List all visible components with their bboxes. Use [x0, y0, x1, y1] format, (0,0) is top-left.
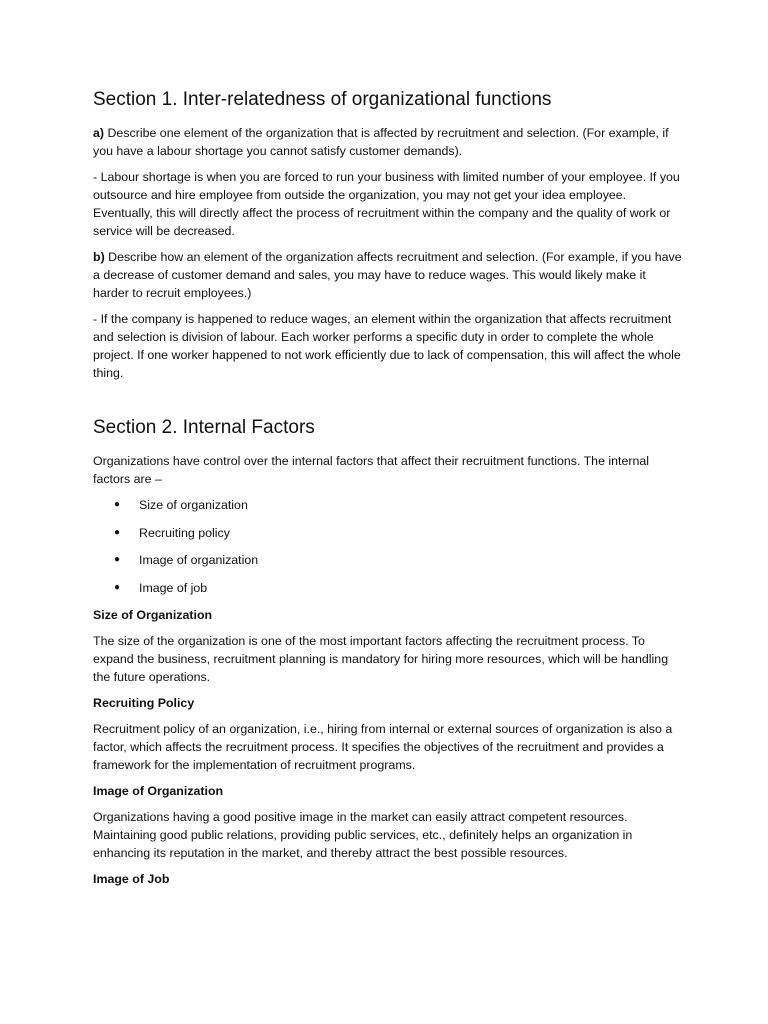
list-item: [93, 496, 683, 514]
size-of-organization-text: The size of the organization is one of the most important factors affecting the recruitment process. To expand the business, recruitment planning is mandatory for hiring more resources, which will be handling the future operations.: [93, 634, 669, 684]
list-item-label: Image of job: [139, 580, 208, 595]
section-2-intro: Organizations have control over the internal factors that affect their recruitment functions. The internal factors are –: [93, 454, 650, 486]
bullet-icon: ●: [114, 581, 121, 593]
internal-factors-list: [93, 496, 683, 597]
image-of-job-heading: Image of Job: [93, 872, 170, 886]
question-b-label: b): [93, 250, 105, 264]
section-2-title: Section 2. Internal Factors: [93, 417, 315, 438]
recruiting-policy-text: Recruitment policy of an organization, i.e., hiring from internal or external sources of organization is also a factor, which affects the recruitment process. It specifies the objectives of the recruitment and provides a framework for the implementation of recruitment programs.: [93, 722, 673, 772]
question-b-text: Describe how an element of the organization affects recruitment and selection. (For example, if you have a decrease of customer demand and sales, you may have to reduce wages. This would likely make it harder to recruit employees.): [93, 250, 682, 300]
answer-b: - If the company is happened to reduce wages, an element within the organization that affects recruitment and selection is division of labour. Each worker performs a specific duty in order to complete the whole project. If one worker happened to not work efficiently due to lack of compensation, this will affect the whole thing.: [93, 312, 681, 380]
list-item: [93, 551, 683, 569]
list-item-label: Image of organization: [139, 553, 259, 567]
list-item-label: Size of organization: [139, 498, 248, 512]
question-b: [93, 248, 683, 302]
document-page: [93, 88, 683, 896]
question-a-label: a): [93, 126, 105, 140]
bullet-icon: ●: [114, 554, 121, 565]
image-of-organization-text: Organizations having a good positive image in the market can easily attract competent resources. Maintaining good public relations, providing public services, etc., definitely helps an organization in enhancing its reputation in the market, and thereby attract the best possible resources.: [93, 810, 633, 860]
size-of-organization-heading: Size of Organization: [93, 608, 213, 622]
question-a: [93, 124, 683, 160]
list-item: [93, 524, 683, 542]
list-item: [93, 579, 683, 597]
recruiting-policy-heading: Recruiting Policy: [93, 696, 195, 710]
image-of-organization-heading: Image of Organization: [93, 784, 224, 798]
bullet-icon: ●: [114, 499, 121, 510]
bullet-icon: ●: [114, 526, 121, 538]
question-a-text: Describe one element of the organization that is affected by recruitment and selection. (For example, if you have a labour shortage you cannot satisfy customer demands).: [93, 126, 669, 158]
section-1-title: Section 1. Inter-relatedness of organizational functions: [93, 89, 552, 110]
answer-a: - Labour shortage is when you are forced to run your business with limited number of your employee. If you outsource and hire employee from outside the organization, you may not get your idea employee. Eventually, this will directly affect the process of recruitment within the company and the quality of work or service will be decreased.: [93, 170, 680, 238]
list-item-label: Recruiting policy: [139, 525, 230, 540]
